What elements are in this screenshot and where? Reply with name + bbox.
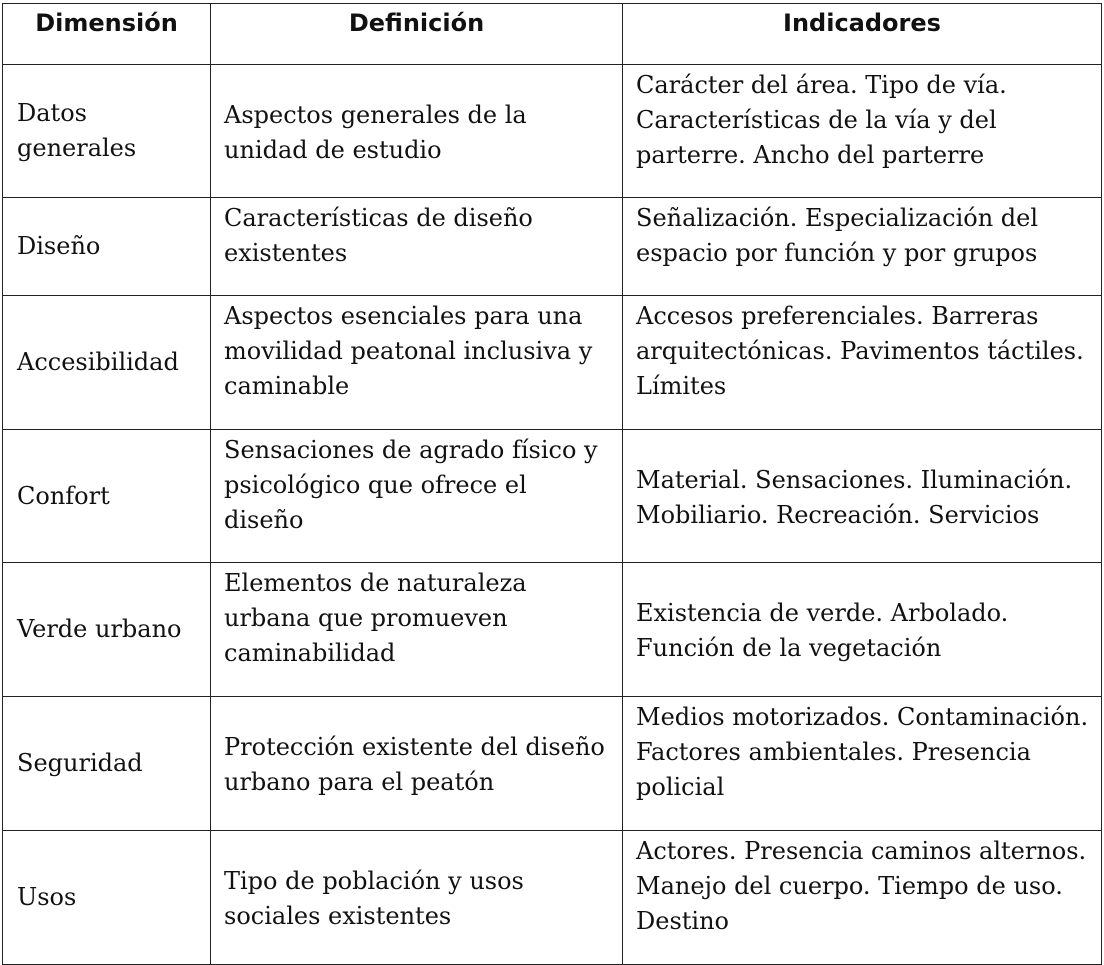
- table-row: [3, 563, 1102, 697]
- definition-cell: Aspectos generales de la unidad de estudio: [211, 65, 623, 198]
- dimension-cell: Diseño: [3, 198, 211, 296]
- dimension-cell: Confort: [3, 430, 211, 563]
- indicators-cell: Material. Sensaciones. Iluminación. Mobiliario. Recreación. Servicios: [623, 430, 1102, 563]
- indicators-cell: Actores. Presencia caminos alternos. Manejo del cuerpo. Tiempo de uso. Destino: [623, 831, 1102, 965]
- table-row: [3, 198, 1102, 296]
- dimension-cell: Datos generales: [3, 65, 211, 198]
- definition-cell: Aspectos esenciales para una movilidad peatonal inclusiva y caminable: [211, 296, 623, 430]
- indicators-cell: Señalización. Especialización del espacio por función y por grupos: [623, 198, 1102, 296]
- dimension-cell: Usos: [3, 831, 211, 965]
- dimension-cell: Verde urbano: [3, 563, 211, 697]
- dimensions-table: [2, 3, 1102, 965]
- definition-cell: Características de diseño existentes: [211, 198, 623, 296]
- header-indicators: Indicadores: [623, 4, 1102, 65]
- dimension-cell: Accesibilidad: [3, 296, 211, 430]
- definition-cell: Sensaciones de agrado físico y psicológico que ofrece el diseño: [211, 430, 623, 563]
- definition-cell: Protección existente del diseño urbano para el peatón: [211, 697, 623, 831]
- definition-cell: Elementos de naturaleza urbana que promueven caminabilidad: [211, 563, 623, 697]
- indicators-cell: Existencia de verde. Arbolado. Función de la vegetación: [623, 563, 1102, 697]
- dimension-cell: Seguridad: [3, 697, 211, 831]
- header-row: [3, 4, 1102, 65]
- table-row: [3, 65, 1102, 198]
- indicators-cell: Carácter del área. Tipo de vía. Características de la vía y del parterre. Ancho del parterre: [623, 65, 1102, 198]
- header-definition: Definición: [211, 4, 623, 65]
- indicators-cell: Medios motorizados. Contaminación. Factores ambientales. Presencia policial: [623, 697, 1102, 831]
- header-dimension: Dimensión: [3, 4, 211, 65]
- table-row: [3, 296, 1102, 430]
- definition-cell: Tipo de población y usos sociales existentes: [211, 831, 623, 965]
- indicators-cell: Accesos preferenciales. Barreras arquitectónicas. Pavimentos táctiles. Límites: [623, 296, 1102, 430]
- table-row: [3, 697, 1102, 831]
- table-row: [3, 831, 1102, 965]
- table-row: [3, 430, 1102, 563]
